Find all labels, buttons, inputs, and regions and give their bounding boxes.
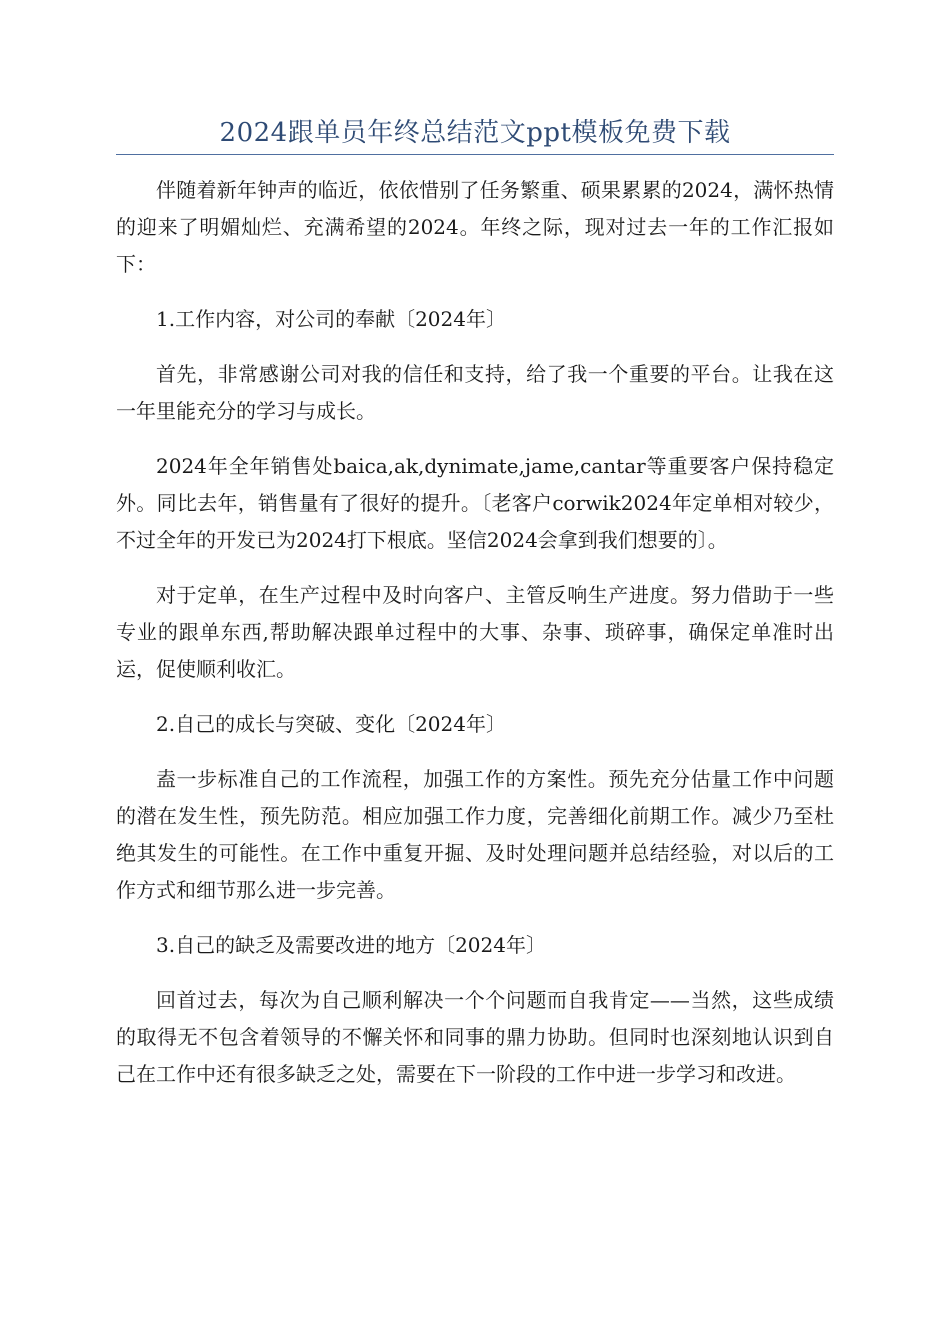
- section-heading-growth: 2.自己的成长与突破、变化〔2024年〕: [156, 712, 506, 736]
- section-heading-shortcomings: 3.自己的缺乏及需要改进的地方〔2024年〕: [156, 933, 546, 957]
- title-underline: [116, 154, 834, 155]
- paragraph-thanks: 首先，非常感谢公司对我的信任和支持，给了我一个重要的平台。让我在这一年里能充分的学习与成长。: [116, 362, 834, 423]
- document-title: 2024跟单员年终总结范文ppt模板免费下载: [219, 118, 731, 148]
- paragraph-sales: 2024年全年销售处baica,ak,dynimate,jame,cantar等重要客户保持稳定外。同比去年，销售量有了很好的提升。〔老客户corwik2024年定单相对较少，不过全年的开发已为2024打下根底。坚信2024会拿到我们想要的〕。: [116, 454, 834, 552]
- intro-paragraph: 伴随着新年钟声的临近，依依惜别了任务繁重、硕果累累的2024，满怀热情的迎来了明媚灿烂、充满希望的2024。年终之际，现对过去一年的工作汇报如下：: [116, 178, 834, 276]
- paragraph-process: 盍一步标准自己的工作流程，加强工作的方案性。预先充分估量工作中问题的潜在发生性，预先防范。相应加强工作力度，完善细化前期工作。减少乃至杜绝其发生的可能性。在工作中重复开掘、及时处理问题并总结经验，对以后的工作方式和细节那么进一步完善。: [116, 767, 834, 902]
- document-body: [116, 172, 834, 1111]
- section-heading-work-content: 1.工作内容，对公司的奉献〔2024年〕: [156, 307, 506, 331]
- paragraph-orders: 对于定单，在生产过程中及时向客户、主管反响生产进度。努力借助于一些专业的跟单东西,帮助解决跟单过程中的大事、杂事、琐碎事，确保定单准时出运，促使顺利收汇。: [116, 583, 834, 681]
- paragraph-review: 回首过去，每次为自己顺利解决一个个问题而自我肯定——当然，这些成绩的取得无不包含着领导的不懈关怀和同事的鼎力协助。但同时也深刻地认识到自己在工作中还有很多缺乏之处，需要在下一阶段的工作中进一步学习和改进。: [116, 988, 834, 1086]
